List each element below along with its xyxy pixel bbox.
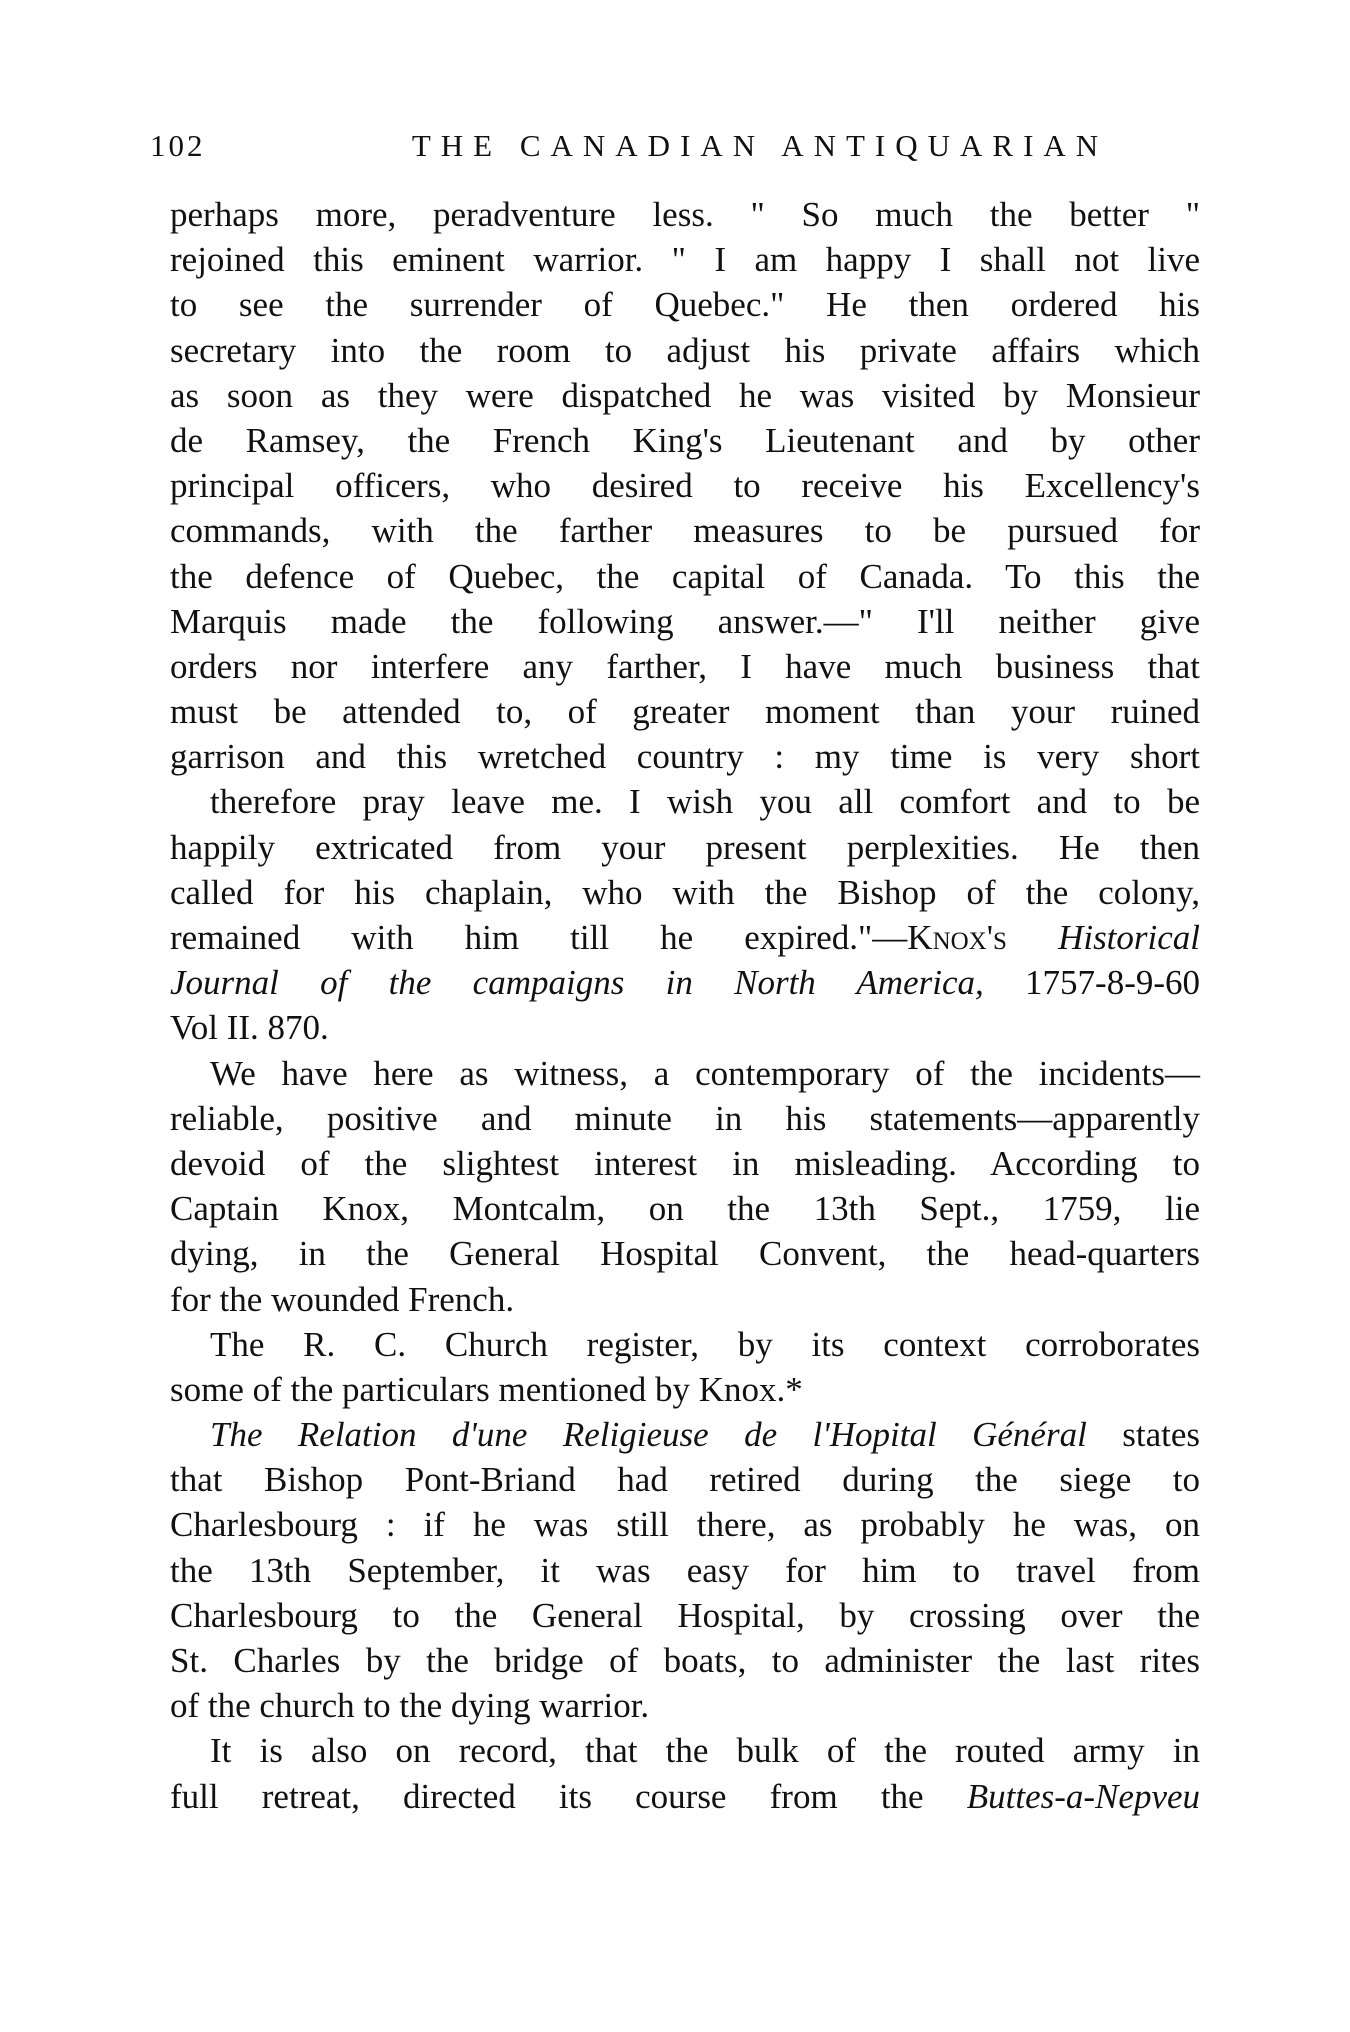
retreat-paragraph (170, 1728, 1200, 1818)
text-line: orders nor interfere any farther, I have much business that (170, 646, 1200, 686)
text-line: principal officers, who desired to receive his Excellency's (170, 466, 1200, 506)
text-line: Charlesbourg to the General Hospital, by crossing over the (170, 1595, 1200, 1635)
text-line: Marquis made the following answer.—" I'll neither give (170, 601, 1200, 641)
body-text (170, 192, 1200, 1819)
text-line: The R. C. Church register, by its context corroborates (210, 1324, 1200, 1364)
text-line: to see the surrender of Quebec." He then ordered his (170, 285, 1200, 325)
text-line: dying, in the General Hospital Convent, the head-quarters (170, 1234, 1200, 1274)
text-line: therefore pray leave me. I wish you all comfort and to be (210, 782, 1200, 822)
citation-line (170, 960, 1200, 1005)
text-line: that Bishop Pont-Briand had retired during the siege to (170, 1460, 1200, 1500)
citation-text: remained with him till he expired."— (170, 918, 908, 957)
citation-title-cont: Journal of the campaigns in North America, (170, 963, 984, 1003)
quotation-paragraph (170, 192, 1200, 1051)
text-line: commands, with the farther measures to be pursued for (170, 511, 1200, 551)
text-line: de Ramsey, the French King's Lieutenant and by other (170, 420, 1200, 460)
page-number: 102 (150, 128, 206, 163)
text-line (170, 1774, 1200, 1819)
text-line: reliable, positive and minute in his statements—apparently (170, 1098, 1200, 1138)
running-title: THE CANADIAN ANTIQUARIAN (411, 128, 1109, 163)
text-line: It is also on record, that the bulk of the routed army in (210, 1731, 1200, 1771)
text-line: secretary into the room to adjust his private affairs which (170, 330, 1200, 370)
text-line: the defence of Quebec, the capital of Canada. To this the (170, 556, 1200, 596)
place-name: Buttes-a-Nepveu (966, 1776, 1201, 1816)
text-line (170, 1412, 1200, 1457)
text-line: called for his chaplain, who with the Bishop of the colony, (170, 872, 1200, 912)
text-line: the 13th September, it was easy for him to travel from (170, 1550, 1200, 1590)
text-line: for the wounded French. (170, 1279, 515, 1319)
text-line: as soon as they were dispatched he was visited by Monsieur (170, 375, 1200, 415)
retreat-text: full retreat, directed its course from the (170, 1776, 924, 1816)
text-line: rejoined this eminent warrior. " I am happy I shall not live (170, 240, 1200, 280)
citation-title: Historical (1058, 918, 1201, 957)
text-line: We have here as witness, a contemporary of the incidents— (210, 1053, 1200, 1093)
text-line: must be attended to, of greater moment than your ruined (170, 692, 1200, 732)
citation-line (170, 1005, 1200, 1050)
text-line: devoid of the slightest interest in misleading. According to (170, 1143, 1200, 1183)
citation-volume: Vol II. 870. (170, 1008, 329, 1048)
register-paragraph (170, 1322, 1200, 1412)
text-line: Captain Knox, Montcalm, on the 13th Sept., 1759, lie (170, 1189, 1200, 1229)
citation-line (170, 915, 1200, 960)
text-line: of the church to the dying warrior. (170, 1686, 650, 1726)
witness-paragraph (170, 1051, 1200, 1322)
relation-title: The Relation d'une Religieuse de l'Hopital Général (210, 1415, 1087, 1455)
text-line: happily extricated from your present perplexities. He then (170, 827, 1200, 867)
running-head (150, 128, 1200, 168)
relation-title-tail: states (1122, 1415, 1201, 1455)
citation-years: 1757-8-9-60 (1025, 963, 1201, 1003)
text-line: perhaps more, peradventure less. " So much the better " (170, 195, 1200, 234)
relation-paragraph (170, 1412, 1200, 1728)
text-line: St. Charles by the bridge of boats, to administer the last rites (170, 1641, 1200, 1680)
citation-author: Knox's (907, 918, 1007, 957)
text-line: some of the particulars mentioned by Knox.* (170, 1369, 803, 1409)
text-line: Charlesbourg : if he was still there, as probably he was, on (170, 1505, 1200, 1545)
text-line: garrison and this wretched country : my time is very short (170, 737, 1200, 777)
